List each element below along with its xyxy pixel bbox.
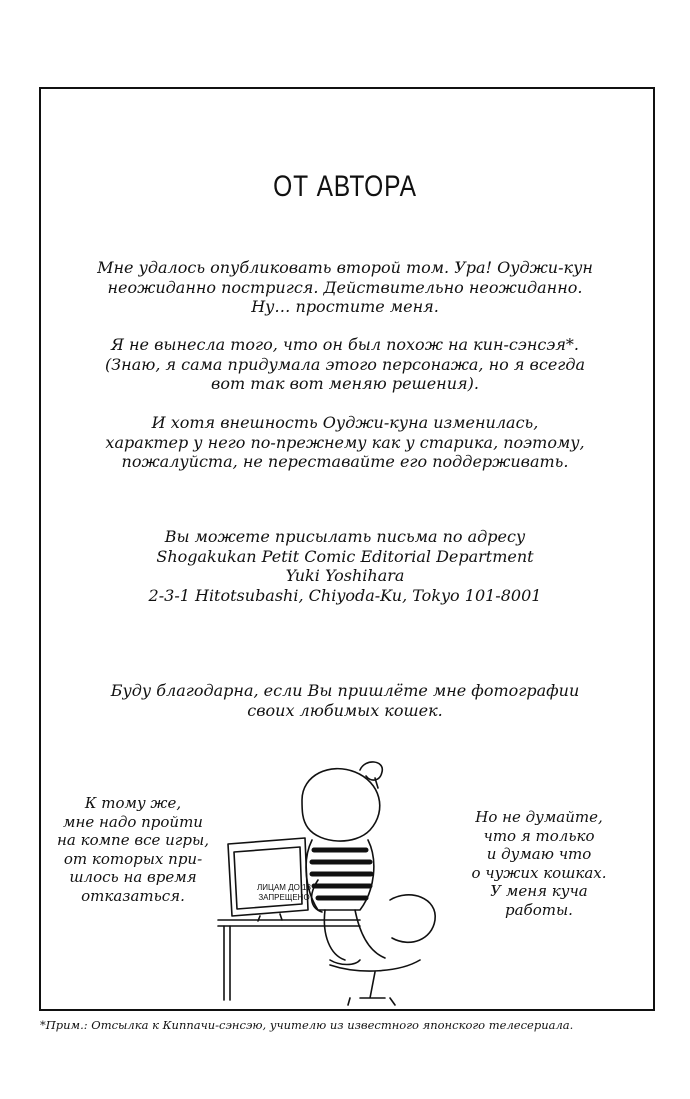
text-line: на компе все игры, (57, 831, 209, 850)
text-line: У меня куча (490, 882, 588, 901)
address-line: Shogakukan Petit Comic Editorial Department (156, 546, 534, 566)
text-line: Я не вынесла того, что он был похож на кин-сэнсэя*. (111, 335, 579, 354)
screen-warning-label (250, 883, 318, 903)
text-line: И хотя внешность Оуджи-куна изменилась, (151, 413, 539, 432)
address-block (60, 527, 630, 605)
author-at-computer-illustration (210, 760, 470, 1010)
text-line: о чужих кошках. (471, 863, 607, 882)
left-note (48, 794, 218, 906)
text-line: мне надо пройти (63, 812, 203, 831)
text-line: Мне удалось опубликовать второй том. Ура! Оуджи-кун (97, 258, 593, 277)
text-line: Ну… простите меня. (251, 297, 439, 316)
text-line: Буду благодарна, если Вы пришлёте мне фотографии (110, 681, 580, 700)
text-line: шлось на время (69, 868, 197, 887)
text-line: характер у него по-прежнему как у старика, поэтому, (105, 432, 585, 452)
address-line: Yuki Yoshihara (285, 566, 405, 585)
text-line: своих любимых кошек. (247, 700, 443, 720)
screen-label-line: ЗАПРЕЩЕНО (258, 893, 310, 902)
paragraph-1 (60, 258, 630, 317)
text-line: пожалуйста, не переставайте его поддерживать. (121, 452, 569, 471)
text-line: вот так вот меняю решения). (211, 374, 479, 393)
text-line: Но не думайте, (475, 808, 603, 826)
text-line: неожиданно постригся. Действительно неожиданно. (107, 277, 583, 297)
right-note (464, 808, 614, 920)
text-line: что я только (483, 826, 595, 845)
paragraph-3 (60, 413, 630, 472)
paragraph-2 (60, 335, 630, 394)
screen-label-line: ЛИЦАМ ДО 18 (257, 883, 311, 892)
text-line: работы. (505, 900, 573, 919)
text-line: (Знаю, я сама придумала этого персонажа, но я всегда (104, 354, 586, 374)
footnote: *Прим.: Отсылка к Киппачи-сэнсэю, учителю из известного японского телесериала. (40, 1018, 574, 1032)
text-line: от которых при- (63, 849, 203, 868)
address-line: 2-3-1 Hitotsubashi, Chiyoda-Ku, Tokyo 101-8001 (148, 585, 542, 605)
text-line: К тому же, (84, 794, 182, 812)
page-title: ОТ АВТОРА (273, 170, 417, 203)
text-line: отказаться. (81, 886, 185, 905)
text-line: и думаю что (486, 845, 592, 864)
address-line: Вы можете присылать письма по адресу (164, 527, 526, 546)
cats-request (60, 681, 630, 720)
